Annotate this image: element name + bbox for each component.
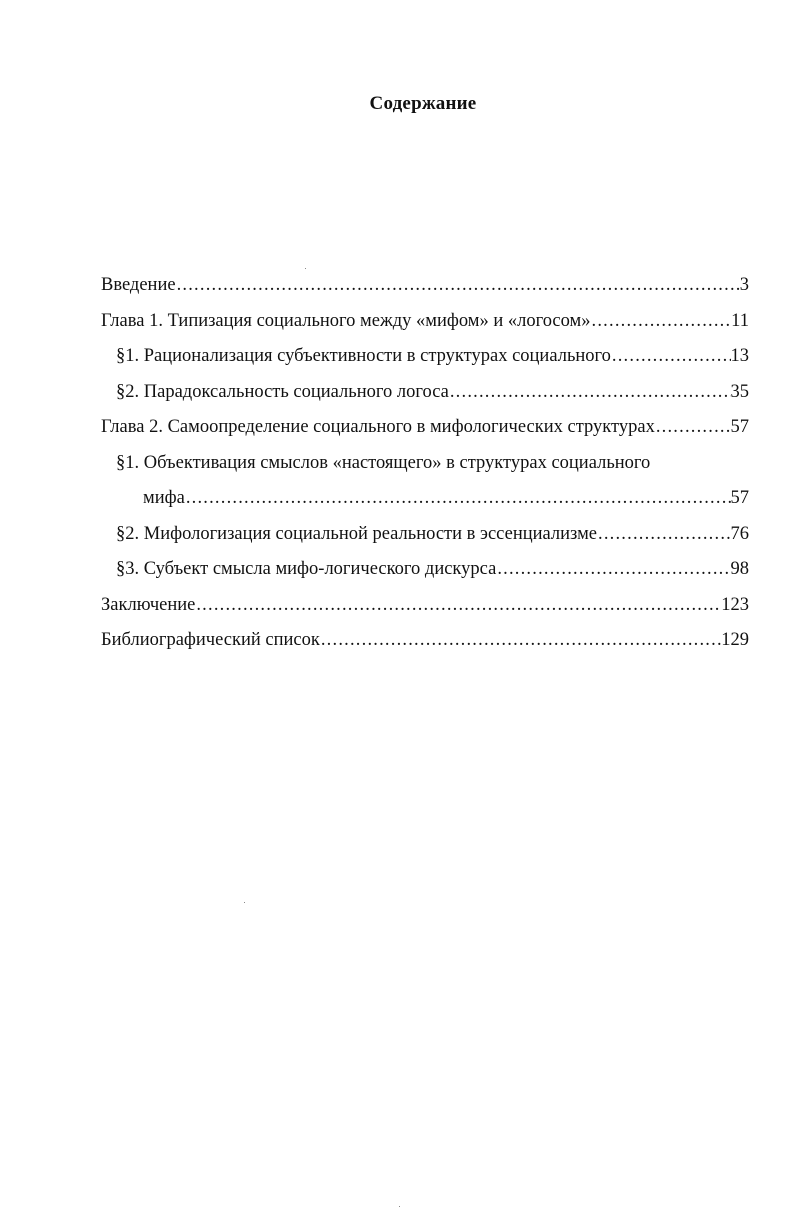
toc-page-number: 3	[739, 275, 749, 295]
toc-entry-label: Глава 2. Самоопределение социального в мифологических структурах	[101, 417, 655, 437]
toc-entry-chapter-1-section-2[interactable]	[101, 378, 749, 414]
toc-leader-dots	[496, 555, 730, 583]
toc-entry-label: мифа	[143, 488, 185, 508]
toc-page-number: 13	[730, 346, 749, 366]
toc-entry-conclusion[interactable]	[101, 591, 749, 627]
toc-page-number: 123	[721, 594, 749, 615]
toc-entry-chapter-2-section-1-line-1[interactable]	[101, 449, 749, 485]
toc-entry-chapter-2-section-3[interactable]	[101, 555, 749, 591]
toc-entry-intro[interactable]	[101, 271, 749, 307]
toc-entry-label: §1. Объективация смыслов «настоящего» в структурах социального	[116, 452, 651, 473]
toc-leader-dots	[320, 626, 721, 654]
toc-page-number: 57	[730, 488, 749, 508]
toc-entry-chapter-2[interactable]	[101, 413, 749, 449]
toc-entry-chapter-1[interactable]	[101, 307, 749, 343]
toc-leader-dots	[655, 413, 731, 441]
scan-speck	[244, 902, 245, 903]
toc-leader-dots	[591, 307, 732, 335]
toc-entry-bibliography[interactable]	[101, 626, 749, 662]
toc-leader-dots	[597, 520, 731, 548]
toc-leader-dots	[611, 342, 731, 370]
toc-entry-label: §2. Мифологизация социальной реальности в эссенциализме	[116, 523, 597, 544]
toc-entry-label: Библиографический список	[101, 630, 320, 650]
toc-page-number: 11	[731, 310, 749, 331]
scan-speck	[399, 1206, 400, 1207]
toc-leader-dots	[449, 378, 731, 406]
toc-entry-label: §1. Рационализация субъективности в структурах социального	[116, 346, 611, 366]
toc-leader-dots	[195, 591, 721, 619]
toc-entry-chapter-2-section-2[interactable]	[101, 520, 749, 556]
toc-leader-dots	[176, 271, 740, 299]
toc-page-number: 57	[730, 417, 749, 437]
toc-page-number: 98	[730, 559, 749, 579]
toc-entry-label: Глава 1. Типизация социального между «мифом» и «логосом»	[101, 310, 591, 331]
toc-entry-chapter-2-section-1[interactable]	[101, 484, 749, 520]
toc-leader-dots	[185, 484, 731, 512]
toc-page-number: 35	[730, 381, 749, 402]
page-title: Содержание	[369, 93, 477, 114]
toc-page-number: 129	[721, 630, 749, 650]
toc-page-number: 76	[730, 523, 749, 544]
table-of-contents	[101, 271, 749, 662]
toc-entry-label: Заключение	[101, 594, 196, 615]
scan-speck	[305, 268, 306, 269]
toc-entry-label: §2. Парадоксальность социального логоса	[116, 381, 449, 402]
toc-entry-chapter-1-section-1[interactable]	[101, 342, 749, 378]
toc-entry-label: §3. Субъект смысла мифо-логического дискурса	[116, 559, 497, 579]
toc-entry-label: Введение	[101, 275, 176, 295]
